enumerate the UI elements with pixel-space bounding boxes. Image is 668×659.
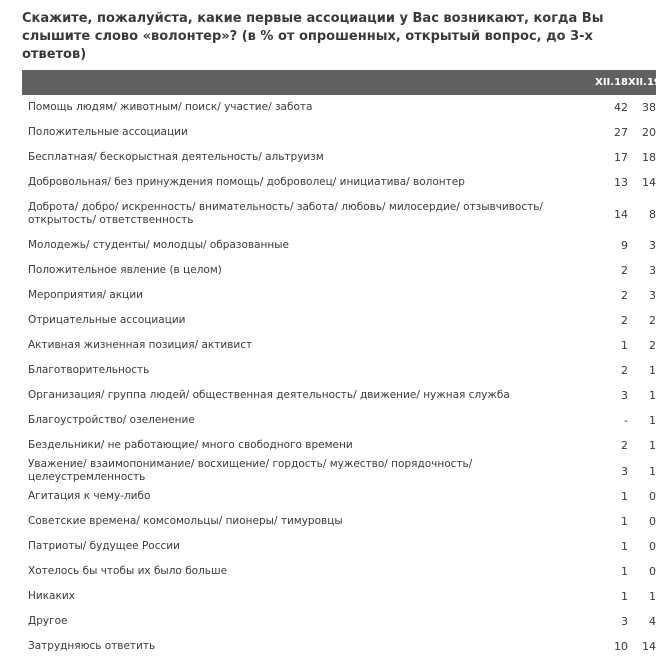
row-value-xii19: 1 xyxy=(649,414,656,427)
row-value-xii18: 3 xyxy=(621,464,628,478)
row-label: Хотелось бы чтобы их было больше xyxy=(28,565,228,577)
row-label: Советские времена/ комсомольцы/ пионеры/ тимуровцы xyxy=(28,515,343,527)
row-value-xii18: 1 xyxy=(621,540,628,553)
table-row xyxy=(22,534,656,559)
table-row xyxy=(22,195,656,233)
row-value-xii19: 0 xyxy=(649,490,656,503)
row-label: Уважение/ взаимопонимание/ восхищение/ гордость/ мужество/ порядочность/ целеустремленность xyxy=(28,458,473,483)
row-value-xii19: 8 xyxy=(649,207,656,221)
row-label: Агитация к чему-либо xyxy=(28,490,151,502)
row-label: Другое xyxy=(28,615,68,627)
table-row xyxy=(22,458,656,484)
row-value-xii18: 1 xyxy=(621,590,628,603)
table-row xyxy=(22,584,656,609)
row-label: Отрицательные ассоциации xyxy=(28,314,186,326)
row-label: Организация/ группа людей/ общественная деятельность/ движение/ нужная служба xyxy=(28,389,510,401)
table-row xyxy=(22,433,656,458)
row-value-xii19: 14 xyxy=(642,176,656,189)
row-label: Добровольная/ без принуждения помощь/ доброволец/ инициатива/ волонтер xyxy=(28,176,465,188)
row-value-xii18: 42 xyxy=(614,101,628,114)
row-value-xii19: 14 xyxy=(642,640,656,653)
row-value-xii19: 20 xyxy=(642,126,656,139)
row-value-xii18: 2 xyxy=(621,289,628,302)
table-row xyxy=(22,509,656,534)
row-label: Патриоты/ будущее России xyxy=(28,540,180,552)
table-row xyxy=(22,170,656,195)
row-value-xii18: 17 xyxy=(614,151,628,164)
row-value-xii19: 38 xyxy=(642,101,656,114)
row-label: Затрудняюсь ответить xyxy=(28,640,156,652)
row-value-xii18: 1 xyxy=(621,490,628,503)
header-label-cell xyxy=(22,70,592,95)
row-value-xii18: 2 xyxy=(621,439,628,452)
row-label: Помощь людям/ животным/ поиск/ участие/ забота xyxy=(28,101,313,113)
row-value-xii19: 0 xyxy=(649,540,656,553)
row-label: Благотворительность xyxy=(28,364,150,376)
table-row xyxy=(22,383,656,408)
row-value-xii18: 2 xyxy=(621,364,628,377)
row-value-xii18: 10 xyxy=(614,640,628,653)
table-row xyxy=(22,283,656,308)
header-col-xii18: XII.18 xyxy=(595,77,628,88)
row-value-xii18: 14 xyxy=(614,207,628,221)
row-label: Активная жизненная позиция/ активист xyxy=(28,339,253,351)
survey-results-table xyxy=(22,70,661,659)
table-row xyxy=(22,358,656,383)
row-value-xii19: 4 xyxy=(649,615,656,628)
row-label: Бездельники/ не работающие/ много свободного времени xyxy=(28,439,353,451)
row-label: Благоустройство/ озеленение xyxy=(28,414,195,426)
table-row xyxy=(22,95,656,120)
table-row xyxy=(22,145,656,170)
row-label: Положительное явление (в целом) xyxy=(28,264,222,276)
row-value-xii18: 3 xyxy=(621,615,628,628)
row-label: Никаких xyxy=(28,590,75,602)
table-row xyxy=(22,559,656,584)
row-value-xii18: 27 xyxy=(614,126,628,139)
row-label: Мероприятия/ акции xyxy=(28,289,143,301)
row-value-xii18: 2 xyxy=(621,264,628,277)
row-value-xii19: 2 xyxy=(649,339,656,352)
row-value-xii18: 1 xyxy=(621,565,628,578)
row-value-xii19: 1 xyxy=(649,439,656,452)
row-value-xii18: 2 xyxy=(621,314,628,327)
row-label: Доброта/ добро/ искренность/ внимательность/ забота/ любовь/ милосердие/ отзывчивость/ открытость/ ответственность xyxy=(28,201,543,226)
row-value-xii19: 1 xyxy=(649,590,656,603)
header-col-xii19: XII.19 xyxy=(628,77,661,88)
row-label: Положительные ассоциации xyxy=(28,126,188,138)
table-header-row xyxy=(22,70,656,95)
table-row xyxy=(22,408,656,433)
row-value-xii19: 18 xyxy=(642,151,656,164)
table-row xyxy=(22,308,656,333)
row-value-xii19: 0 xyxy=(649,515,656,528)
row-value-xii18: 1 xyxy=(621,515,628,528)
table-row xyxy=(22,634,656,659)
row-value-xii19: 3 xyxy=(649,264,656,277)
row-value-xii18: 9 xyxy=(621,239,628,252)
table-row xyxy=(22,120,656,145)
row-label: Молодежь/ студенты/ молодцы/ образованные xyxy=(28,239,289,251)
table-row xyxy=(22,333,656,358)
table-row xyxy=(22,258,656,283)
row-value-xii19: 1 xyxy=(649,389,656,402)
row-label: Бесплатная/ бескорыстная деятельность/ альтруизм xyxy=(28,151,324,163)
row-value-xii19: 2 xyxy=(649,314,656,327)
row-value-xii18: 13 xyxy=(614,176,628,189)
table-row xyxy=(22,609,656,634)
table-row xyxy=(22,233,656,258)
row-value-xii18: - xyxy=(624,414,628,427)
row-value-xii19: 3 xyxy=(649,289,656,302)
table-row xyxy=(22,484,656,509)
row-value-xii19: 1 xyxy=(649,364,656,377)
row-value-xii18: 1 xyxy=(621,339,628,352)
row-value-xii18: 3 xyxy=(621,389,628,402)
row-value-xii19: 3 xyxy=(649,239,656,252)
row-value-xii19: 0 xyxy=(649,565,656,578)
row-value-xii19: 1 xyxy=(649,464,656,478)
survey-question-title: Скажите, пожалуйста, какие первые ассоциации у Вас возникают, когда Вы слышите слово «волонтер»? (в % от опрошенных, открытый вопрос, до 3-х ответов) xyxy=(22,11,604,62)
